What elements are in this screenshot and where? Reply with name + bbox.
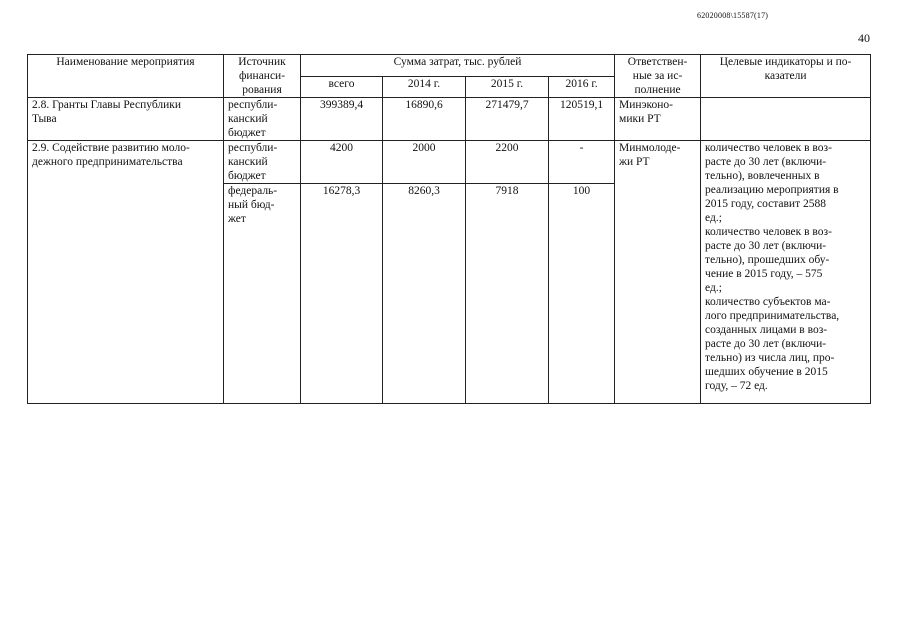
header-line: Ответствен-	[627, 56, 688, 68]
cell-line: федераль-	[228, 185, 278, 197]
cell-line: тельно) из числа лиц, про-	[705, 352, 835, 364]
cell-line: расте до 30 лет (включи-	[705, 156, 827, 168]
col-header-source	[224, 55, 301, 98]
cell-line: расте до 30 лет (включи-	[705, 338, 827, 350]
cell-line: жет	[228, 213, 246, 225]
cell-line: ед.;	[705, 282, 722, 294]
row-2016: -	[549, 141, 615, 184]
header-line: Целевые индикаторы и по-	[719, 56, 852, 68]
header-line: рования	[242, 84, 282, 96]
header-line: ные за ис-	[632, 70, 683, 82]
cell-line: расте до 30 лет (включи-	[705, 240, 827, 252]
row-2015: 2200	[466, 141, 549, 184]
cell-line: ед.;	[705, 212, 722, 224]
row-2014: 8260,3	[383, 184, 466, 404]
cell-line: канский	[228, 156, 268, 168]
cell-line: ный бюд-	[228, 199, 275, 211]
col-header-total: всего	[301, 76, 383, 98]
row-name	[28, 141, 224, 404]
cell-line: Минэконо-	[619, 99, 674, 111]
cell-line: 2.9. Содействие развитию моло-	[32, 142, 190, 154]
cell-line: жи РТ	[619, 156, 650, 168]
cell-line: году, – 72 ед.	[705, 380, 768, 392]
cell-line: 2.8. Гранты Главы Республики	[32, 99, 182, 111]
cost-table	[27, 54, 871, 404]
col-header-indicators	[701, 55, 871, 98]
row-responsible	[615, 141, 701, 404]
row-responsible	[615, 98, 701, 141]
row-name	[28, 98, 224, 141]
cell-line: бюджет	[228, 170, 266, 182]
row-2015: 271479,7	[466, 98, 549, 141]
col-header-2014: 2014 г.	[383, 76, 466, 98]
cell-line: республи-	[228, 142, 278, 154]
row-2016: 100	[549, 184, 615, 404]
table-row	[28, 141, 871, 184]
cell-line: тельно), вовлеченных в	[705, 170, 820, 182]
cell-line: количество человек в воз-	[705, 142, 832, 154]
row-indicators	[701, 141, 871, 404]
cell-line: Тыва	[32, 113, 57, 125]
col-header-name: Наименование мероприятия	[28, 55, 224, 98]
cell-line: шедших обучение в 2015	[705, 366, 828, 378]
row-source	[224, 98, 301, 141]
cell-line: количество субъектов ма-	[705, 296, 831, 308]
document-code: 62020008\15587(17)	[697, 11, 769, 20]
col-header-2015: 2015 г.	[466, 76, 549, 98]
cell-line: тельно), прошедших обу-	[705, 254, 830, 266]
cell-line: реализацию мероприятия в	[705, 184, 839, 196]
col-header-costs: Сумма затрат, тыс. рублей	[301, 55, 615, 77]
row-total: 16278,3	[301, 184, 383, 404]
row-source	[224, 141, 301, 184]
cell-line: количество человек в воз-	[705, 226, 832, 238]
row-2015: 7918	[466, 184, 549, 404]
cell-line: 2015 году, составит 2588	[705, 198, 826, 210]
cell-line: дежного предпринимательства	[32, 156, 183, 168]
row-2014: 2000	[383, 141, 466, 184]
header-line: финанси-	[238, 70, 286, 82]
row-indicators	[701, 98, 871, 141]
cell-line: лого предпринимательства,	[705, 310, 840, 322]
cell-line: Минмолоде-	[619, 142, 681, 154]
cell-line: чение в 2015 году, – 575	[705, 268, 823, 280]
col-header-2016: 2016 г.	[549, 76, 615, 98]
col-header-responsible	[615, 55, 701, 98]
cell-line: канский	[228, 113, 268, 125]
table-row	[28, 98, 871, 141]
row-total: 399389,4	[301, 98, 383, 141]
page-number: 40	[858, 31, 870, 45]
cell-line: бюджет	[228, 127, 266, 139]
header-line: полнение	[634, 84, 681, 96]
row-total: 4200	[301, 141, 383, 184]
header-row	[28, 55, 871, 77]
header-line: казатели	[764, 70, 807, 82]
row-source	[224, 184, 301, 404]
header-line: Источник	[238, 56, 286, 68]
cell-line: мики РТ	[619, 113, 661, 125]
cell-line: созданных лицами в воз-	[705, 324, 828, 336]
row-2016: 120519,1	[549, 98, 615, 141]
row-2014: 16890,6	[383, 98, 466, 141]
cell-line: республи-	[228, 99, 278, 111]
